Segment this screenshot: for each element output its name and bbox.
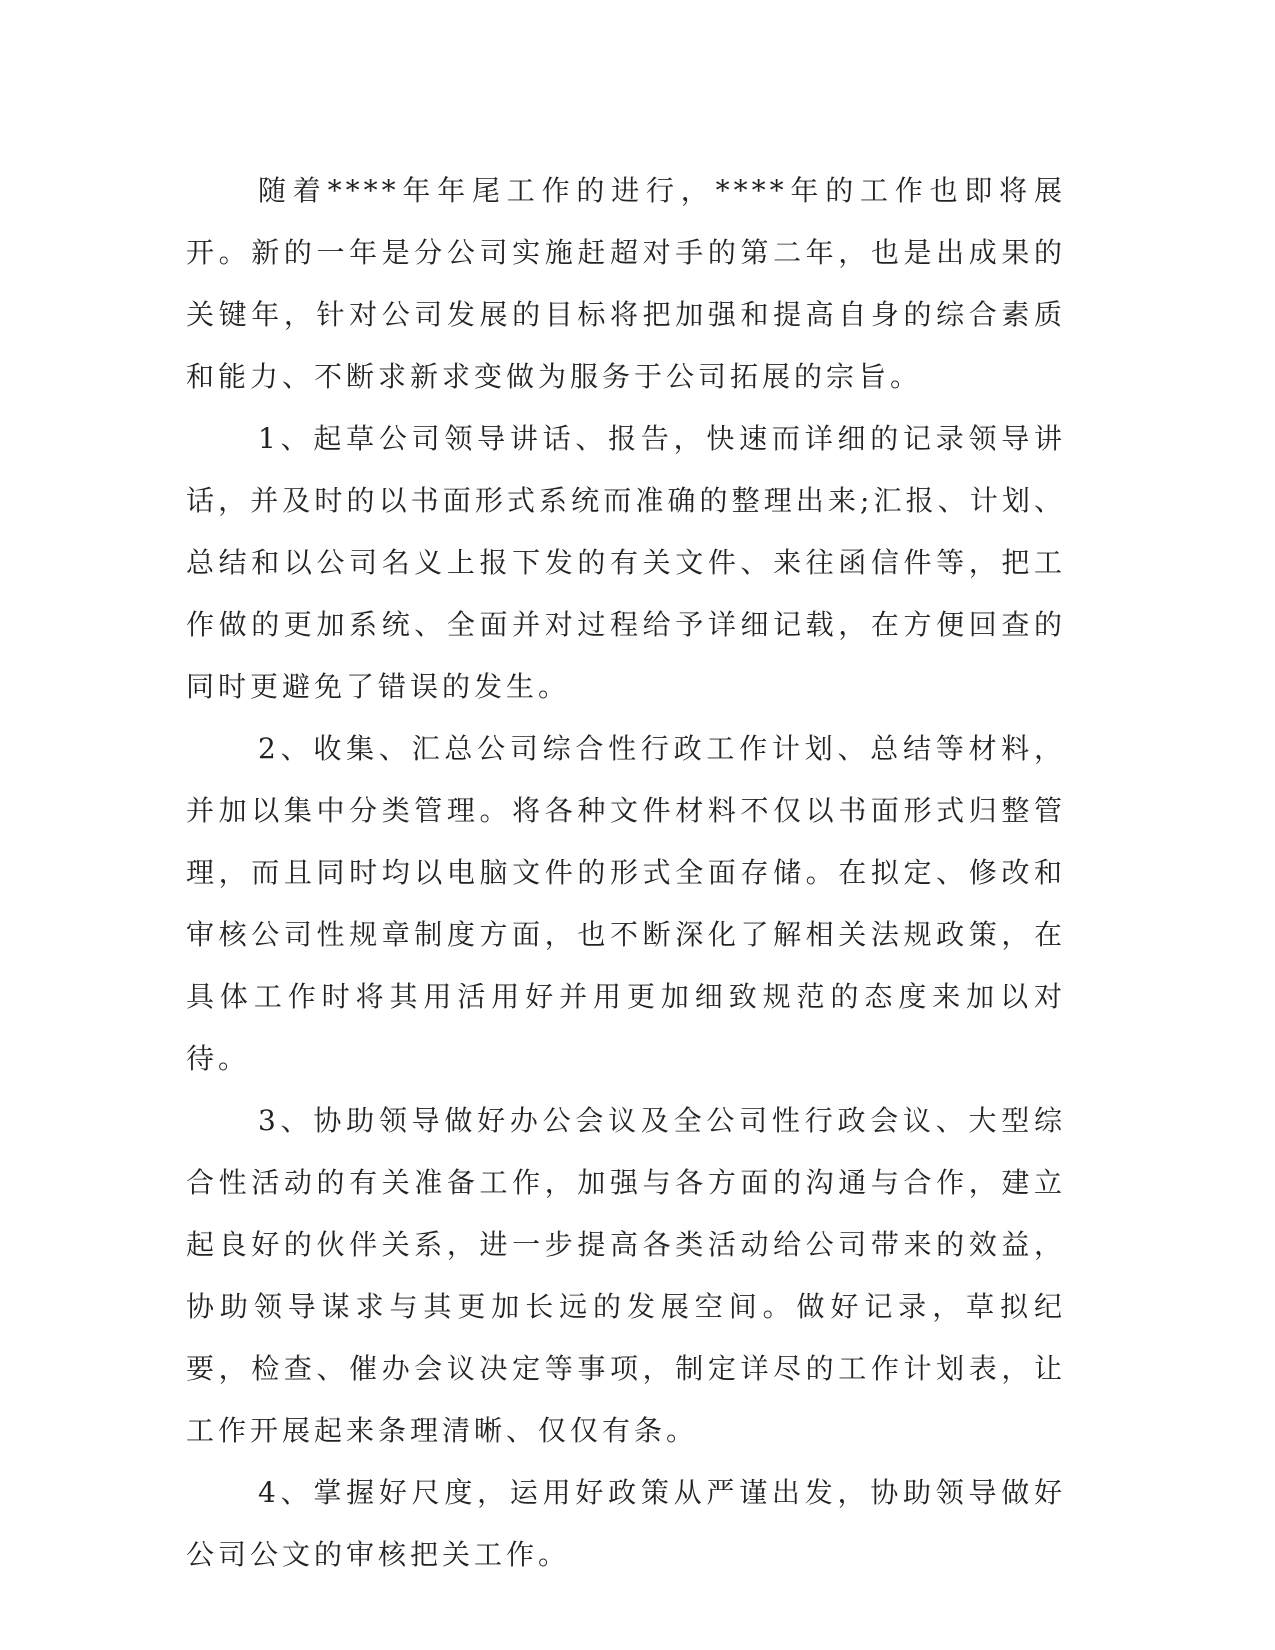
paragraph-item-2: 2、收集、汇总公司综合性行政工作计划、总结等材料，并加以集中分类管理。将各种文件材料不仅以书面形式归整管理，而且同时均以电脑文件的形式全面存储。在拟定、修改和审核公司性规章制度方面，也不断深化了解相关法规政策，在具体工作时将其用活用好并用更加细致规范的态度来加以对待。 — [186, 732, 1066, 1075]
paragraph-intro: 随着****年年尾工作的进行，****年的工作也即将展开。新的一年是分公司实施赶超对手的第二年，也是出成果的关键年，针对公司发展的目标将把加强和提高自身的综合素质和能力、不断求新求变做为服务于公司拓展的宗旨。 — [186, 174, 1066, 393]
document-body — [186, 160, 1066, 1586]
paragraph-item-1: 1、起草公司领导讲话、报告，快速而详细的记录领导讲话，并及时的以书面形式系统而准确的整理出来;汇报、计划、总结和以公司名义上报下发的有关文件、来往函信件等，把工作做的更加系统、全面并对过程给予详细记载，在方便回查的同时更避免了错误的发生。 — [186, 422, 1066, 703]
paragraph-item-4: 4、掌握好尺度，运用好政策从严谨出发，协助领导做好公司公文的审核把关工作。 — [186, 1476, 1066, 1571]
paragraph-item-3: 3、协助领导做好办公会议及全公司性行政会议、大型综合性活动的有关准备工作，加强与各方面的沟通与合作，建立起良好的伙伴关系，进一步提高各类活动给公司带来的效益，协助领导谋求与其更加长远的发展空间。做好记录，草拟纪要，检查、催办会议决定等事项，制定详尽的工作计划表，让工作开展起来条理清晰、仅仅有条。 — [186, 1104, 1066, 1447]
